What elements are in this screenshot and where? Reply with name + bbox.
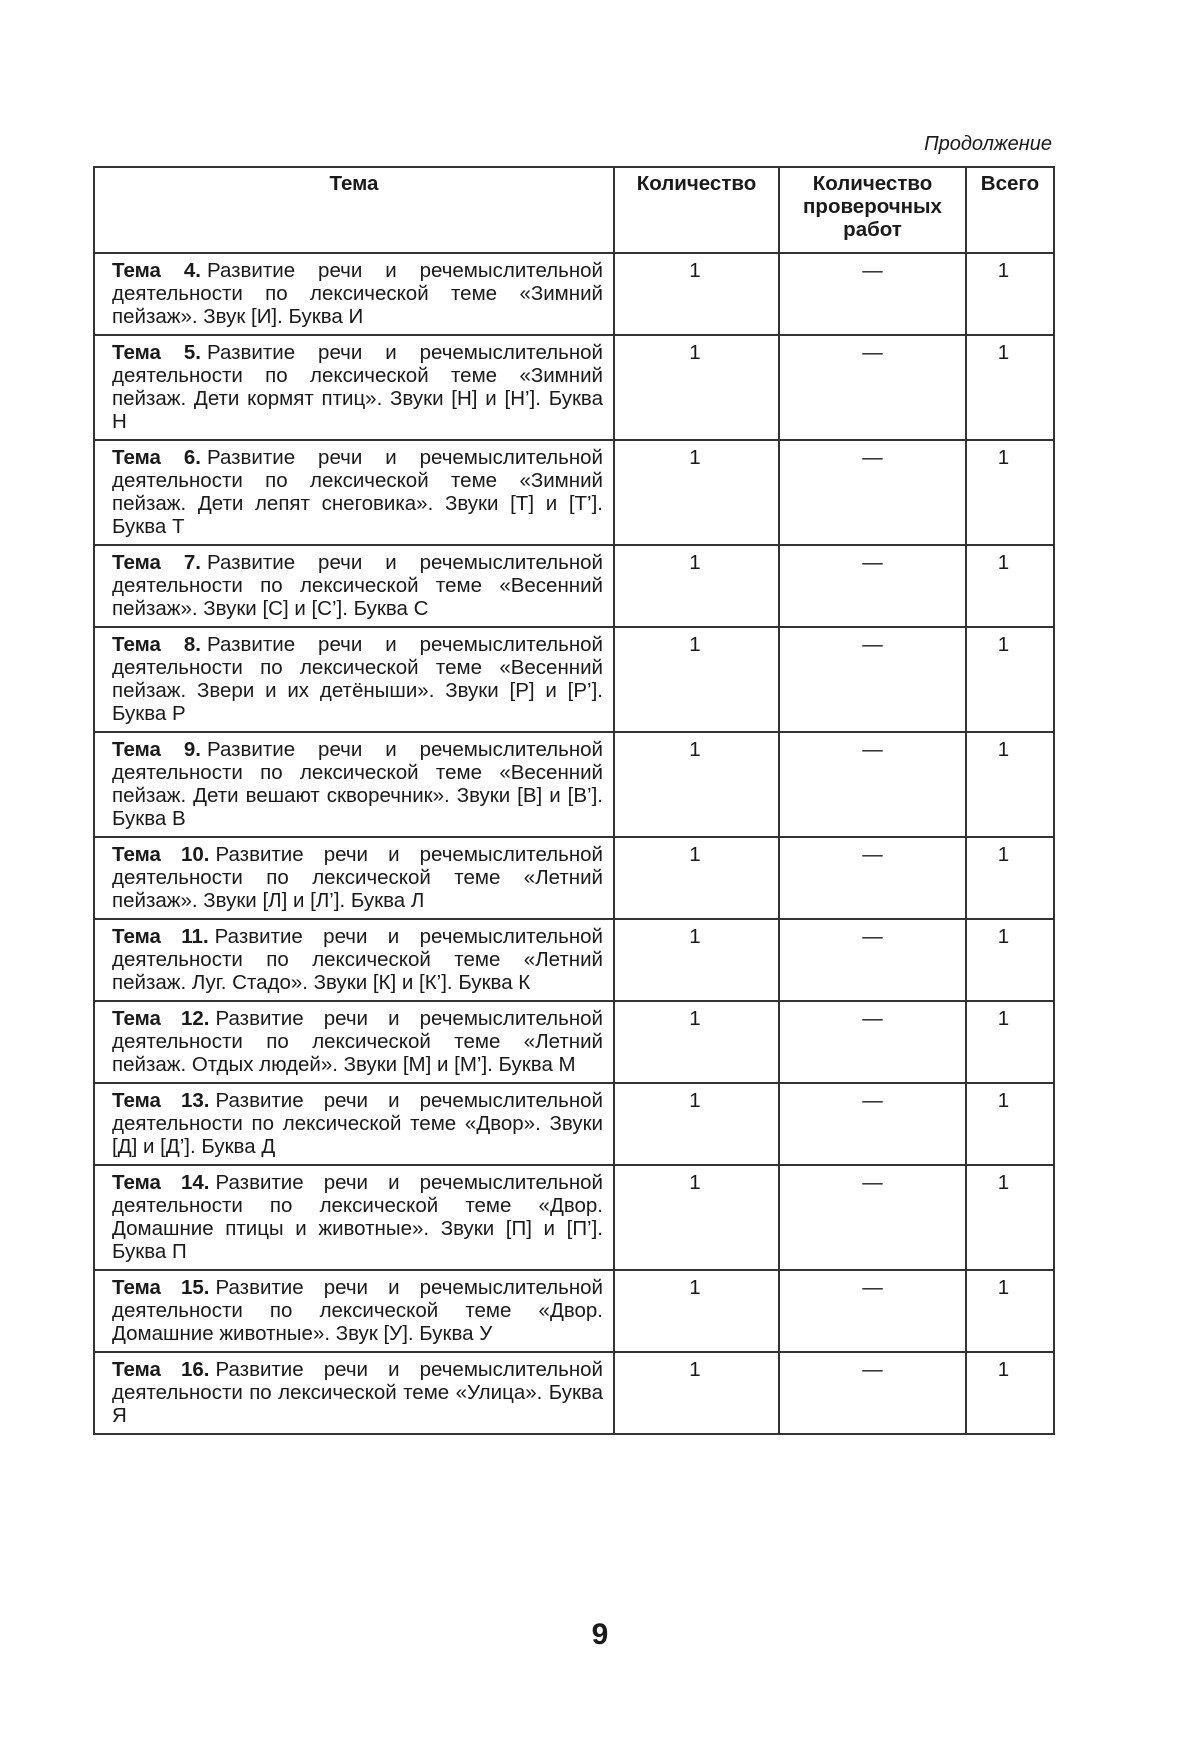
total-cell: 1 — [966, 440, 1054, 545]
table-row — [94, 440, 1054, 545]
topic-label: Тема 15. — [112, 1276, 210, 1299]
table-row — [94, 335, 1054, 440]
topic-label: Тема 6. — [112, 446, 201, 469]
topic-label: Тема 5. — [112, 341, 201, 364]
count-cell: 1 — [614, 1001, 779, 1083]
topic-label: Тема 9. — [112, 738, 201, 761]
page-number: 9 — [591, 1618, 609, 1651]
topic-text: Развитие речи и речемыслительной деятельности по лексической теме «Весенний пейзаж. Звери и их детёныши». Звуки [Р] и [Р’]. Буква Р — [112, 633, 603, 725]
topic-cell — [94, 335, 614, 440]
header-count: Количество — [614, 167, 779, 253]
topic-cell — [94, 919, 614, 1001]
count-cell: 1 — [614, 253, 779, 335]
topic-cell — [94, 1352, 614, 1434]
total-cell: 1 — [966, 545, 1054, 627]
table-row — [94, 545, 1054, 627]
topic-cell — [94, 253, 614, 335]
count-cell: 1 — [614, 545, 779, 627]
topic-label: Тема 10. — [112, 843, 210, 866]
count-cell: 1 — [614, 1165, 779, 1270]
topic-text: Развитие речи и речемыслительной деятельности по лексической теме «Летний пейзаж. Отдых людей». Звуки [М] и [М’]. Буква М — [112, 1007, 604, 1076]
count-cell: 1 — [614, 1083, 779, 1165]
topic-cell — [94, 1165, 614, 1270]
header-total: Всего — [966, 167, 1054, 253]
tests-cell: — — [779, 1001, 966, 1083]
topic-cell — [94, 732, 614, 837]
table-row — [94, 1165, 1054, 1270]
count-cell: 1 — [614, 837, 779, 919]
header-topic: Тема — [94, 167, 614, 253]
tests-cell: — — [779, 627, 966, 732]
topic-text: Развитие речи и речемыслительной деятельности по лексической теме «Летний пейзаж. Луг. Стадо». Звуки [К] и [К’]. Буква К — [112, 925, 604, 994]
total-cell: 1 — [966, 1165, 1054, 1270]
topic-label: Тема 4. — [112, 259, 201, 282]
tests-cell: — — [779, 837, 966, 919]
topic-cell — [94, 545, 614, 627]
count-cell: 1 — [614, 1352, 779, 1434]
topic-cell — [94, 1001, 614, 1083]
topic-text: Развитие речи и речемыслительной деятельности по лексической теме «Двор». Звуки [Д] и [Д’]. Буква Д — [112, 1089, 604, 1158]
topic-text: Развитие речи и речемыслительной деятельности по лексической теме «Двор. Домашние птицы и животные». Звуки [П] и [П’]. Буква П — [112, 1171, 604, 1263]
count-cell: 1 — [614, 335, 779, 440]
topic-label: Тема 12. — [112, 1007, 210, 1030]
topic-text: Развитие речи и речемыслительной деятельности по лексической теме «Зимний пейзаж. Дети лепят снеговика». Звуки [Т] и [Т’]. Буква Т — [112, 446, 603, 538]
tests-cell: — — [779, 1083, 966, 1165]
topic-cell — [94, 627, 614, 732]
topics-table — [93, 166, 1055, 1435]
table-row — [94, 253, 1054, 335]
tests-cell: — — [779, 335, 966, 440]
total-cell: 1 — [966, 1083, 1054, 1165]
topic-text: Развитие речи и речемыслительной деятельности по лексической теме «Летний пейзаж». Звуки [Л] и [Л’]. Буква Л — [112, 843, 604, 912]
total-cell: 1 — [966, 253, 1054, 335]
table-header-row — [94, 167, 1054, 253]
table-row — [94, 1083, 1054, 1165]
tests-cell: — — [779, 732, 966, 837]
topic-text: Развитие речи и речемыслительной деятельности по лексической теме «Зимний пейзаж. Дети кормят птиц». Звуки [Н] и [Н’]. Буква Н — [112, 341, 603, 433]
topic-text: Развитие речи и речемыслительной деятельности по лексической теме «Улица». Буква Я — [112, 1358, 604, 1427]
topic-label: Тема 8. — [112, 633, 201, 656]
topic-cell — [94, 440, 614, 545]
tests-cell: — — [779, 1352, 966, 1434]
table-row — [94, 1001, 1054, 1083]
count-cell: 1 — [614, 1270, 779, 1352]
tests-cell: — — [779, 1270, 966, 1352]
topic-text: Развитие речи и речемыслительной деятельности по лексической теме «Весенний пейзаж». Звуки [С] и [С’]. Буква С — [112, 551, 603, 620]
table-row — [94, 1352, 1054, 1434]
topic-label: Тема 11. — [112, 925, 209, 948]
total-cell: 1 — [966, 732, 1054, 837]
topic-label: Тема 13. — [112, 1089, 210, 1112]
topic-label: Тема 16. — [112, 1358, 210, 1381]
table-row — [94, 732, 1054, 837]
table-row — [94, 627, 1054, 732]
total-cell: 1 — [966, 1270, 1054, 1352]
table-row — [94, 837, 1054, 919]
total-cell: 1 — [966, 1352, 1054, 1434]
total-cell: 1 — [966, 335, 1054, 440]
count-cell: 1 — [614, 440, 779, 545]
total-cell: 1 — [966, 627, 1054, 732]
table-row — [94, 919, 1054, 1001]
tests-cell: — — [779, 545, 966, 627]
total-cell: 1 — [966, 1001, 1054, 1083]
tests-cell: — — [779, 919, 966, 1001]
count-cell: 1 — [614, 732, 779, 837]
count-cell: 1 — [614, 627, 779, 732]
topic-label: Тема 7. — [112, 551, 201, 574]
continuation-label: Продолжение — [924, 133, 1052, 155]
tests-cell: — — [779, 1165, 966, 1270]
count-cell: 1 — [614, 919, 779, 1001]
tests-cell: — — [779, 440, 966, 545]
topic-cell — [94, 1083, 614, 1165]
total-cell: 1 — [966, 919, 1054, 1001]
tests-cell: — — [779, 253, 966, 335]
topic-cell — [94, 1270, 614, 1352]
header-tests: Количество проверочных работ — [779, 167, 966, 253]
total-cell: 1 — [966, 837, 1054, 919]
topic-text: Развитие речи и речемыслительной деятельности по лексической теме «Весенний пейзаж. Дети вешают скворечник». Звуки [В] и [В’]. Буква В — [112, 738, 603, 830]
topic-cell — [94, 837, 614, 919]
topic-text: Развитие речи и речемыслительной деятельности по лексической теме «Двор. Домашние животные». Звук [У]. Буква У — [112, 1276, 604, 1345]
topic-label: Тема 14. — [112, 1171, 210, 1194]
topic-text: Развитие речи и речемыслительной деятельности по лексической теме «Зимний пейзаж». Звук [И]. Буква И — [112, 259, 603, 328]
table-row — [94, 1270, 1054, 1352]
